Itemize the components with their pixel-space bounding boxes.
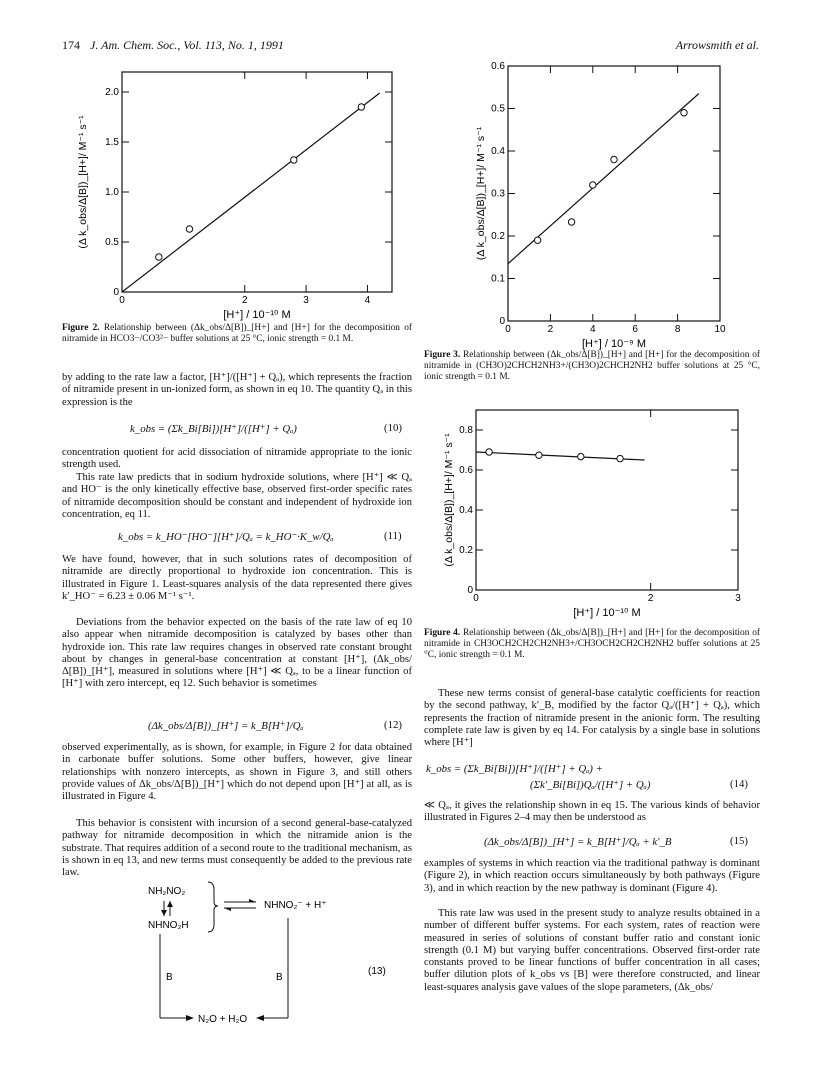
y-tick-label: 0.5 — [491, 103, 505, 115]
data-point — [611, 156, 617, 162]
equation-14-number: (14) — [730, 778, 748, 790]
y-tick-label: 0.2 — [459, 545, 473, 556]
right-para-3: examples of systems in which reaction via the traditional pathway is dominant (Figure 2), in which reaction occurs simultaneously by both pathways (Figure 3), and in which reaction by the new pathway is dominant (Figure 4). — [424, 858, 760, 894]
x-tick-label: 4 — [590, 324, 596, 335]
right-para-2: ≪ Qₐ, it gives the relationship shown in eq 15. The various kinds of behavior illustrated in Figures 2–4 may then be understood as — [424, 800, 760, 824]
equation-14-line-2: (Σk′_Bi[Bi])Qₐ/([H⁺] + Qₐ) — [530, 779, 651, 791]
left-para-1: by adding to the rate law a factor, [H⁺]/([H⁺] + Qₐ), which represents the fraction of nitramide present in un-ionized form, as shown in eq 10. The quantity Qₐ in this expression is the — [62, 372, 412, 408]
equation-12-number: (12) — [384, 719, 402, 731]
equation-10: k_obs = (Σk_Bi[Bi])[H⁺]/([H⁺] + Qₐ) — [130, 423, 297, 435]
figure-4-caption-text: Relationship between (Δk_obs/Δ[B])_[H+] and [H+] for the decomposition of nitramide in CH3OCH2CH2CH2NH3+/CH3OCH2CH2CH2NH2 buffer solutions at 25 °C, ionic strength = 0.1 M. — [424, 628, 761, 660]
equation-11: k_obs = k_HO⁻[HO⁻][H⁺]/Qₐ = k_HO⁻·K_w/Qₐ — [118, 531, 334, 543]
left-para-3: This rate law predicts that in sodium hydroxide solutions, where [H⁺] ≪ Qₐ and HO⁻ is the only kinetically effective base, observed first-order specific rates of nitramide decomposition should be constant and independent of hydroxide ion concentration, eq 11. — [62, 472, 412, 520]
data-point — [358, 104, 364, 110]
plot-frame — [508, 66, 720, 321]
scheme-nitramide: NH₂NO₂ — [148, 886, 186, 897]
y-tick-label: 1.5 — [105, 137, 119, 148]
plot-frame — [476, 410, 738, 590]
data-point — [590, 182, 596, 188]
x-tick-label: 0 — [473, 593, 479, 604]
data-point — [186, 226, 192, 232]
y-tick-label: 0.6 — [459, 465, 473, 476]
figure-4-label: Figure 4. — [424, 628, 461, 638]
y-tick-label: 2.0 — [105, 87, 119, 98]
x-tick-label: 0 — [119, 295, 125, 306]
journal-citation: J. Am. Chem. Soc., Vol. 113, No. 1, 1991 — [90, 38, 284, 52]
scheme-anion: NHNO₂⁻ + H⁺ — [264, 900, 327, 911]
data-point — [578, 453, 584, 459]
x-tick-label: 3 — [303, 295, 309, 306]
y-tick-label: 0.4 — [491, 146, 505, 157]
left-para-7: This behavior is consistent with incursion of a second general-base-catalyzed pathway for nitramide decomposition in which the nitramide anion is the substrate. That requires addition of a second route to the traditional mechanism, as is shown in eq 13, and new terms must consequently be added to the previous rate law. — [62, 818, 412, 879]
data-point — [156, 254, 162, 260]
figure-3-chart — [472, 58, 737, 348]
figure-3-label: Figure 3. — [424, 350, 461, 360]
y-tick-label: 0 — [113, 287, 119, 298]
y-axis-label: (Δ k_obs/Δ[B])_[H+]/ M⁻¹ s⁻¹ — [443, 433, 455, 567]
figure-3-caption — [424, 350, 760, 382]
y-axis-label: (Δ k_obs/Δ[B])_[H+]/ M⁻¹ s⁻¹ — [475, 126, 487, 261]
y-tick-label: 0.8 — [459, 425, 473, 436]
x-tick-label: 0 — [505, 324, 511, 335]
data-point — [617, 455, 623, 461]
x-tick-label: 4 — [364, 295, 371, 306]
y-tick-label: 0.1 — [491, 273, 505, 285]
equation-15-number: (15) — [730, 835, 748, 847]
right-para-1: These new terms consist of general-base catalytic coefficients for reaction by the second pathway, k′_B, modified by the factor Qₐ/([H⁺] + Qₐ), which represents the fraction of nitramide present in the anionic form. The resulting complete rate law is given by eq 14. For catalysis by a single base in solutions where [H⁺] — [424, 688, 760, 749]
x-tick-label: 2 — [547, 324, 554, 335]
x-axis-label: [H⁺] / 10⁻⁹ M — [581, 338, 647, 350]
scheme-13-number: (13) — [368, 966, 386, 977]
figure-2-label: Figure 2. — [62, 323, 100, 333]
data-point — [568, 219, 574, 225]
figure-3-caption-text: Relationship between (Δk_obs/Δ[B])_[H+] and [H+] for the decomposition of nitramide in (CH3O)2CHCH2NH3+/(CH3O)2CHCH2NH2 buffer solutions at 25 °C, ionic strength = 0.1 M. — [424, 350, 761, 382]
scheme-products: N₂O + H₂O — [198, 1014, 248, 1025]
x-tick-label: 6 — [632, 324, 638, 335]
left-para-5: Deviations from the behavior expected on the basis of the rate law of eq 10 also appear when nitramide decomposition is catalyzed by bases other than hydroxide ion. This rate law requires changes in observed rate constant brought about by changes in general-base concentration at constant [H⁺], (Δk_obs/Δ[B])_[H⁺], measured in solutions where [H⁺] ≪ Qₐ, to be a linear function of [H⁺] with zero intercept, eq 12. Such behavior is sometimes — [62, 617, 412, 690]
y-axis-label: (Δ k_obs/Δ[B])_[H+]/ M⁻¹ s⁻¹ — [77, 115, 89, 249]
equation-14-line-1: k_obs = (Σk_Bi[Bi])[H⁺]/([H⁺] + Qₐ) + — [426, 763, 603, 775]
reaction-scheme-13 — [130, 878, 420, 1028]
figure-4-chart — [440, 400, 740, 620]
y-tick-label: 0.4 — [459, 505, 473, 516]
y-tick-label: 0.5 — [105, 237, 119, 248]
y-tick-label: 0.6 — [491, 61, 505, 72]
y-tick-label: 1.0 — [105, 187, 119, 198]
fit-line — [122, 93, 380, 292]
equation-10-number: (10) — [384, 422, 402, 434]
data-point — [291, 157, 297, 163]
running-authors: Arrowsmith et al. — [675, 38, 759, 52]
y-tick-label: 0.3 — [491, 188, 505, 200]
page-number: 174 — [62, 38, 80, 52]
left-para-6: observed experimentally, as is shown, for example, in Figure 2 for data obtained in carbonate buffer solutions. Some other buffers, however, give linear relationships with nonzero intercepts, as shown in Figure 3, and still others provide values of Δk_obs/Δ[B])_[H⁺] which do not depend upon [H⁺] at all, as is illustrated in Figure 4. — [62, 742, 412, 803]
y-tick-label: 0.2 — [491, 231, 505, 242]
left-para-2: concentration quotient for acid dissociation of nitramide appropriate to the ionic strength used. — [62, 447, 412, 471]
scheme-base-right: B — [276, 972, 283, 983]
x-tick-label: 8 — [674, 324, 681, 335]
figure-4-caption — [424, 628, 760, 660]
plot-frame — [122, 72, 392, 292]
equation-11-number: (11) — [384, 530, 402, 542]
x-tick-label: 10 — [714, 324, 726, 335]
x-tick-label: 2 — [241, 295, 248, 306]
figure-2-caption — [62, 323, 412, 345]
equation-12: (Δk_obs/Δ[B])_[H⁺] = k_B[H⁺]/Qₐ — [148, 720, 304, 732]
data-point — [534, 237, 540, 243]
left-para-4: We have found, however, that in such solutions rates of decomposition of nitramide are directly proportional to hydroxide ion concentration. This is illustrated in Figure 1. Least-squares analysis of the data represented there gives k′_HO⁻ = 6.23 ± 0.06 M⁻¹ s⁻¹. — [62, 554, 412, 602]
figure-2-caption-text: Relationship between (Δk_obs/Δ[B])_[H+] and [H+] for the decomposition of nitramide in HCO3−/CO3²− buffer solutions at 25 °C, ionic strength = 0.1 M. — [62, 323, 412, 344]
equation-15: (Δk_obs/Δ[B])_[H⁺] = k_B[H⁺]/Qₐ + k′_B — [484, 836, 672, 848]
scheme-base-left: B — [166, 972, 173, 983]
data-point — [536, 452, 542, 458]
data-point — [681, 110, 687, 116]
x-tick-label: 2 — [647, 593, 654, 604]
x-axis-label: [H⁺] / 10⁻¹⁰ M — [223, 309, 291, 321]
scheme-aci-nitramide: NHNO₂H — [148, 920, 189, 931]
right-para-4: This rate law was used in the present study to analyze results obtained in a number of different buffer systems. For each system, rates of reaction were measured in series of solutions of constant buffer ratio and constant ionic strength (0.1 M) but varying buffer concentrations. Observed first-order rate constants proved to be linear functions of buffer concentration in all cases; buffer dilution plots of k_obs vs [B] were therefore constructed, and linear least-squares analysis gave values of the slope parameters, (Δk_obs/ — [424, 908, 760, 993]
y-tick-label: 0 — [467, 585, 473, 596]
data-point — [486, 449, 492, 455]
y-tick-label: 0 — [499, 316, 505, 327]
figure-2-chart — [72, 60, 400, 321]
x-axis-label: [H⁺] / 10⁻¹⁰ M — [573, 607, 641, 619]
x-tick-label: 3 — [735, 593, 741, 604]
